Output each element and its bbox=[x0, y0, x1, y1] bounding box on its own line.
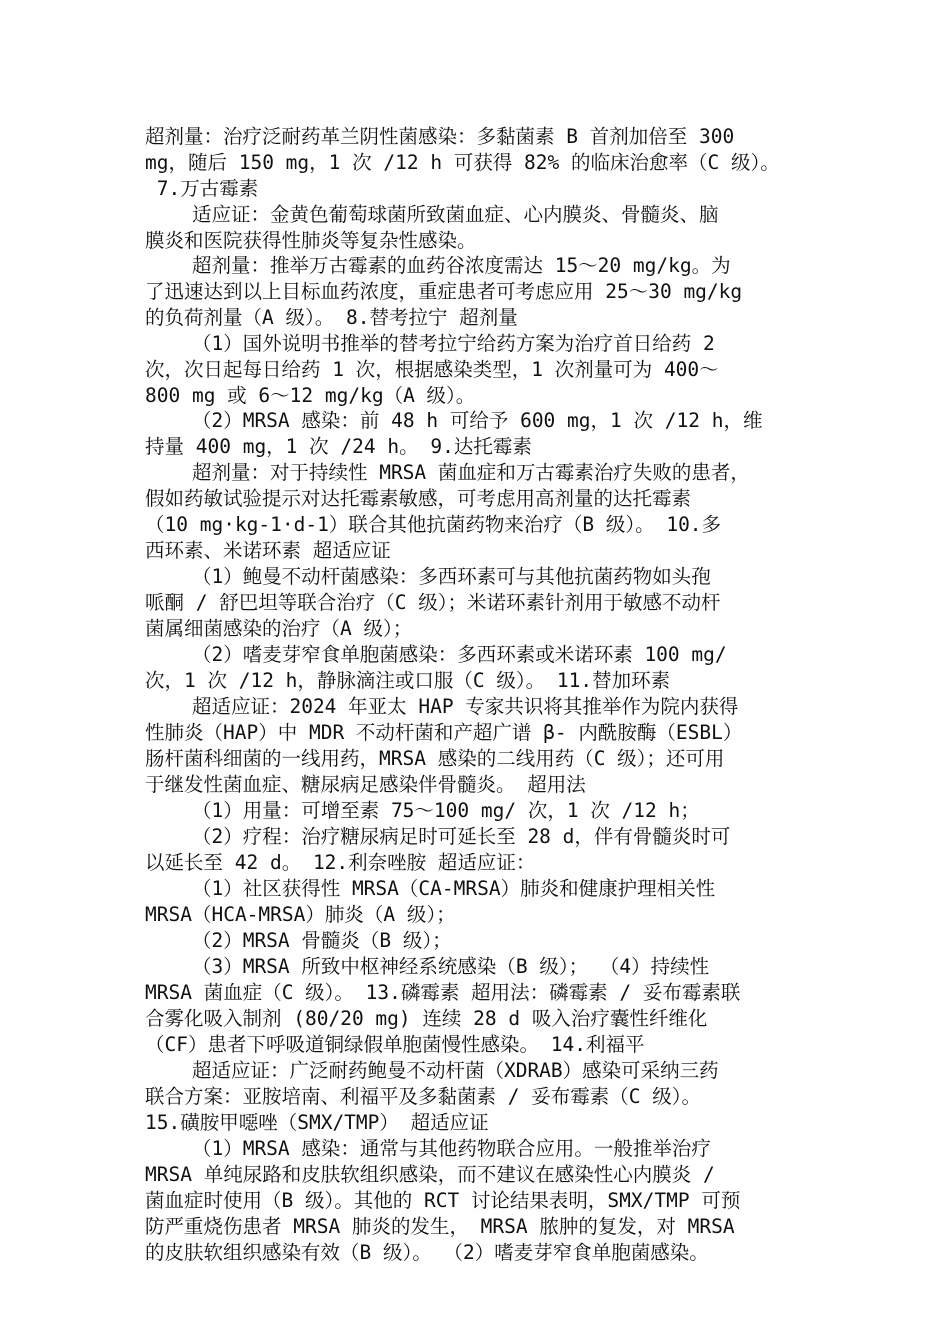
text-line: （CF）患者下呼吸道铜绿假单胞菌慢性感染。 14.利福平 bbox=[145, 1033, 645, 1056]
text-line: （2）疗程：治疗糖尿病足时可延长至 28 d，伴有骨髓炎时可 bbox=[145, 825, 731, 848]
text-line: 菌属细菌感染的治疗（A 级）； bbox=[145, 617, 413, 640]
text-line: 以延长至 42 d。 12.利奈唑胺 超适应证： bbox=[145, 851, 536, 874]
text-line: 膜炎和医院获得性肺炎等复杂性感染。 bbox=[145, 229, 477, 252]
text-line: MRSA 菌血症（C 级）。 13.磷霉素 超用法：磷霉素 / 妥布霉素联 bbox=[145, 981, 741, 1004]
text-line: 假如药敏试验提示对达托霉素敏感，可考虑用高剂量的达托霉素 bbox=[145, 487, 692, 510]
text-line: （2）MRSA 骨髓炎（B 级）； bbox=[145, 929, 452, 952]
text-line: 超适应证：2024 年亚太 HAP 专家共识将其推举作为院内获得 bbox=[145, 695, 739, 718]
text-line: （1）社区获得性 MRSA（CA-MRSA）肺炎和健康护理相关性 bbox=[145, 877, 716, 900]
text-line: （2）嗜麦芽窄食单胞菌感染：多西环素或米诺环素 100 mg/ bbox=[145, 643, 727, 666]
text-line: mg，随后 150 mg，1 次 /12 h 可获得 82% 的临床治愈率（C 级）。 bbox=[145, 151, 780, 174]
text-line: 适应证：金黄色葡萄球菌所致菌血症、心内膜炎、骨髓炎、脑 bbox=[145, 203, 719, 226]
text-line: 15.磺胺甲噁唑（SMX/TMP） 超适应证 bbox=[145, 1111, 489, 1134]
text-line: 超剂量：治疗泛耐药革兰阴性菌感染：多黏菌素 B 首剂加倍至 300 bbox=[145, 125, 735, 148]
text-line: 持量 400 mg，1 次 /24 h。 9.达托霉素 bbox=[145, 435, 532, 458]
text-line: （2）MRSA 感染：前 48 h 可给予 600 mg，1 次 /12 h，维 bbox=[145, 409, 763, 432]
text-line: 性肺炎（HAP）中 MDR 不动杆菌和产超广谱 β- 内酰胺酶（ESBL） bbox=[145, 721, 743, 744]
text-line: 次，次日起每日给药 1 次，根据感染类型，1 次剂量可为 400～ bbox=[145, 358, 719, 381]
text-line: 超剂量：推举万古霉素的血药谷浓度需达 15～20 mg/kg。为 bbox=[145, 254, 731, 277]
text-line: 超剂量：对于持续性 MRSA 菌血症和万古霉素治疗失败的患者， bbox=[145, 461, 750, 484]
text-line: （3）MRSA 所致中枢神经系统感染（B 级）； （4）持续性 bbox=[145, 955, 710, 978]
text-line: MRSA（HCA-MRSA）肺炎（A 级）； bbox=[145, 903, 456, 926]
text-line: 防严重烧伤患者 MRSA 肺炎的发生， MRSA 脓肿的复发，对 MRSA bbox=[145, 1215, 735, 1238]
text-line: 哌酮 / 舒巴坦等联合治疗（C 级）；米诺环素针剂用于敏感不动杆 bbox=[145, 591, 721, 614]
text-line: 的皮肤软组织感染有效（B 级）。 （2）嗜麦芽窄食单胞菌感染。 bbox=[145, 1241, 709, 1264]
text-line: MRSA 单纯尿路和皮肤软组织感染，而不建议在感染性心内膜炎 / bbox=[145, 1163, 715, 1186]
text-line: 合雾化吸入制剂 (80/20 mg) 连续 28 d 吸入治疗囊性纤维化 bbox=[145, 1007, 708, 1030]
text-line: （1）鲍曼不动杆菌感染：多西环素可与其他抗菌药物如头孢 bbox=[145, 565, 711, 588]
section-heading: 7.万古霉素 bbox=[145, 177, 259, 200]
text-line: （10 mg·kg-1·d-1）联合其他抗菌药物来治疗（B 级）。 10.多 bbox=[145, 513, 722, 536]
text-line: 超适应证：广泛耐药鲍曼不动杆菌（XDRAB）感染可采纳三药 bbox=[145, 1059, 719, 1082]
text-line: 的负荷剂量（A 级）。 8.替考拉宁 超剂量 bbox=[145, 306, 518, 329]
text-line: 菌血症时使用（B 级）。其他的 RCT 讨论结果表明，SMX/TMP 可预 bbox=[145, 1189, 741, 1212]
text-line: 肠杆菌科细菌的一线用药，MRSA 感染的二线用药（C 级）；还可用 bbox=[145, 747, 725, 770]
text-line: （1）国外说明书推举的替考拉宁给药方案为治疗首日给药 2 bbox=[145, 332, 715, 355]
text-line: 于继发性菌血症、糖尿病足感染伴骨髓炎。 超用法 bbox=[145, 773, 586, 796]
text-line: 西环素、米诺环素 超适应证 bbox=[145, 539, 391, 562]
text-line: 联合方案：亚胺培南、利福平及多黏菌素 / 妥布霉素（C 级）。 bbox=[145, 1085, 701, 1108]
text-line: 次，1 次 /12 h，静脉滴注或口服（C 级）。 11.替加环素 bbox=[145, 669, 671, 692]
text-line: 了迅速达到以上目标血药浓度，重症患者可考虑应用 25～30 mg/kg bbox=[145, 280, 743, 303]
text-line: 800 mg 或 6～12 mg/kg（A 级）。 bbox=[145, 384, 476, 407]
text-line: （1）MRSA 感染：通常与其他药物联合应用。一般推举治疗 bbox=[145, 1137, 711, 1160]
text-line: （1）用量：可增至素 75～100 mg/ 次，1 次 /12 h； bbox=[145, 799, 700, 822]
